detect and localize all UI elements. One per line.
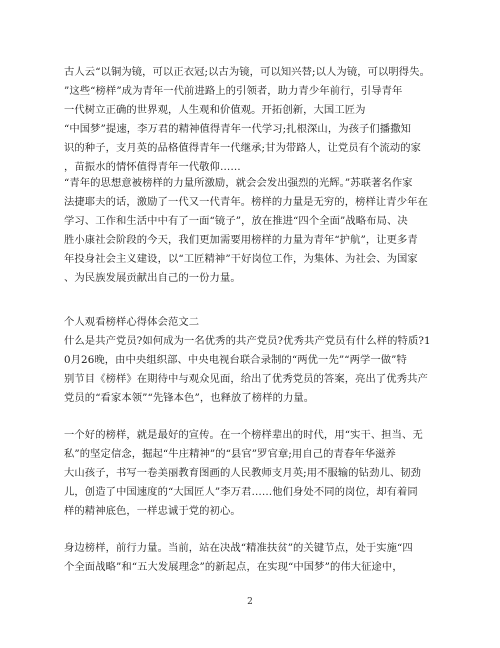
text-line: 私”的坚定信念，掘起“牛庄精神”的“县官”罗官章;用自己的青春年华滋养 — [64, 448, 396, 460]
text-line: 胜小康社会阶段的今天，我们更加需要用榜样的力量为青年“护航”，让更多青 — [64, 234, 418, 246]
text-line: 党员的“看家本领”“先锋本色”，也释放了榜样的力量。 — [64, 392, 315, 404]
section-heading: 个人观看榜样心得体会范文二 — [64, 316, 200, 328]
text-line: 学习、工作和生活中中有了一面“镜子”，放在推进“四个全面”战略布局、决 — [64, 215, 408, 227]
text-line: ”这些“榜样”成为青年一代前进路上的引领者，助力青少年前行，引导青年 — [64, 85, 403, 97]
text-line: 大山孩子，书写一卷美丽教育图画的人民教师支月英;用不服输的钻劲儿、韧劲 — [64, 467, 422, 479]
text-line: 法捷耶夫的话，激励了一代又一代青年。榜样的力量是无穷的，榜样让青少年在 — [64, 196, 428, 208]
text-line: 一代树立正确的世界观，人生观和价值观。开拓创新，大国工匠为 — [64, 104, 366, 116]
text-line: ，苗振水的情怀值得青年一代敬仰…… — [64, 161, 241, 173]
page-number: 2 — [247, 597, 253, 607]
paragraph-4 — [64, 426, 436, 521]
text-line: “中国梦”提速，李万君的精神值得青年一代学习;扎根深山，为孩子们播撒知 — [64, 123, 411, 135]
text-line: 什么是共产党员?如何成为一名优秀的共产党员?优秀共产党员有什么样的特质?1 — [64, 335, 431, 347]
text-line: 样的精神底色，一样忠诚于党的初心。 — [64, 505, 241, 517]
paragraph-1 — [64, 63, 436, 177]
text-line: “青年的思想意被榜样的力量所激励，就会会发出强烈的光辉。”苏联著名作家 — [64, 177, 413, 189]
text-line: 0月26晚，由中央组织部、中央电视台联合录制的“两优一先”“两学一做”特 — [64, 354, 407, 366]
text-line: 年投身社会主义建设，以“工匠精神”干好岗位工作，为集体、为社会、为国家 — [64, 253, 418, 265]
paragraph-3 — [64, 313, 436, 408]
text-line: 身边榜样，前行力量。当前，站在决战“精准扶贫”的关键节点，处于实施“四 — [64, 542, 413, 554]
text-line: 儿，创造了中国速度的“大国匠人”李万君……他们身处不同的岗位，却有着同 — [64, 486, 418, 498]
text-line: 个全面战略”和“五大发展理念”的新起点，在实现“中国梦”的伟大征途中， — [64, 561, 403, 573]
text-line: 古人云“以铜为镜，可以正衣冠;以古为镜，可以知兴替;以人为镜，可以明得失。 — [64, 66, 430, 78]
paragraph-5 — [64, 539, 436, 577]
text-line: 识的种子，支月英的品格值得青年一代继承;甘为带路人，让党员有个流动的家 — [64, 142, 422, 154]
text-line: 、为民族发展贡献出自己的一份力量。 — [64, 272, 241, 284]
paragraph-2 — [64, 174, 436, 288]
text-line: 一个好的榜样，就是最好的宣传。在一个榜样辈出的时代，用“实干、担当、无 — [64, 429, 423, 441]
text-line: 别节目《榜样》在期待中与观众见面，给出了优秀党员的答案，亮出了优秀共产 — [64, 373, 428, 385]
